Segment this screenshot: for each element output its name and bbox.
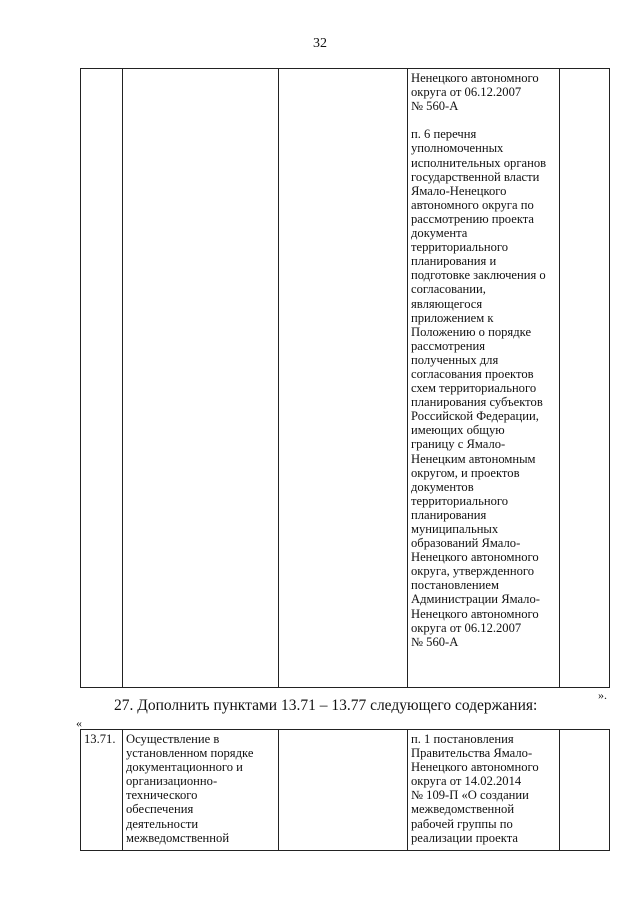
continued-table [80, 68, 610, 688]
function-cell [123, 730, 279, 851]
page-number: 32 [313, 36, 327, 51]
item-number: 13.71. [84, 732, 116, 746]
opening-quote: « [76, 716, 82, 730]
document-cell-text: п. 1 постановления Правительства Ямало- Ненецкого автономного округа от 14.02.2014 № 109-П «О создании межведомственной рабочей группы по реализации проекта [411, 732, 539, 845]
document-cell [408, 69, 560, 688]
blank-cell [279, 69, 408, 688]
number-cell [81, 69, 123, 688]
new-items-table [80, 729, 610, 851]
document-cell-text: Ненецкого автономного округа от 06.12.2007 № 560-А п. 6 перечня уполномоченных исполнительных органов государственной власти Ямало-Ненецкого автономного округа по рассмотрению проекта документа территориального планирования и подготовке заключения о согласовании, являющегося приложением к Положению о порядке рассмотрения полученных для согласования проектов схем территориального планирования субъектов Российской Федерации, имеющих общую границу с Ямало- Ненецким автономным округом, и проектов документов территориального планирования муниципальных образований Ямало- Ненецкого автономного округа, утвержденного постановлением Администрации Ямало- Ненецкого автономного округа от 06.12.2007 № 560-А [411, 71, 547, 649]
blank-cell [279, 730, 408, 851]
note-cell [560, 69, 610, 688]
closing-quote: ». [598, 688, 607, 702]
number-cell [81, 730, 123, 851]
function-cell [123, 69, 279, 688]
table-row [81, 69, 610, 688]
amendment-instruction: 27. Дополнить пунктами 13.71 – 13.77 следующего содержания: [114, 697, 538, 714]
function-cell-text: Осуществление в установленном порядке документационного и организационно- технического обеспечения деятельности межведомственной [126, 732, 254, 845]
note-cell [560, 730, 610, 851]
document-cell [408, 730, 560, 851]
table-row [81, 730, 610, 851]
